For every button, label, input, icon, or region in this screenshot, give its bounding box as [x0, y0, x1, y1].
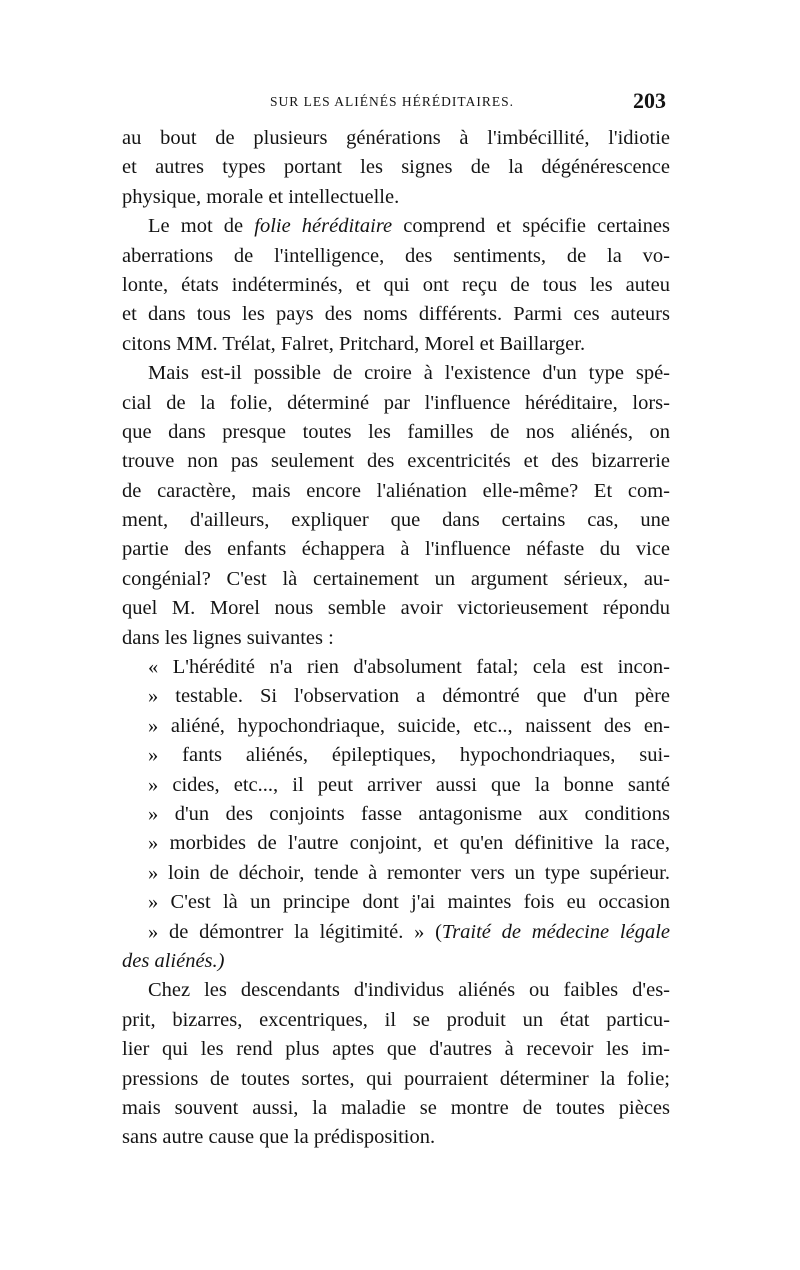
text-line: quel M. Morel nous semble avoir victorieusement répondu — [122, 597, 670, 620]
page-number: 203 — [633, 88, 666, 113]
body-text — [122, 124, 670, 1153]
quote-line: » aliéné, hypochondriaque, suicide, etc.., naissent des en- — [148, 714, 670, 737]
italic-phrase: folie héréditaire — [254, 215, 393, 238]
text-line: Chez les descendants d'individus aliénés ou faibles d'es- — [148, 979, 670, 1002]
text-line: et autres types portant les signes de la dégénérescence — [122, 156, 670, 179]
quote-line: « L'hérédité n'a rien d'absolument fatal; cela est incon- — [148, 656, 670, 679]
text-line: partie des enfants échappera à l'influence néfaste du vice — [122, 538, 670, 561]
text-line: physique, morale et intellectuelle. — [122, 185, 400, 208]
quote-line: » de démontrer la légitimité. » (Traité de médecine légale — [148, 920, 670, 943]
text-line: cial de la folie, déterminé par l'influence héréditaire, lors- — [122, 391, 670, 414]
italic-phrase: Traité de médecine légale — [441, 920, 670, 943]
text-line: ment, d'ailleurs, expliquer que dans certains cas, une — [122, 509, 670, 532]
text-line: prit, bizarres, excentriques, il se produit un état particu- — [122, 1008, 670, 1031]
text-line: congénial? C'est là certainement un argument sérieux, au- — [122, 567, 670, 590]
text-line: que dans presque toutes les familles de nos aliénés, on — [122, 420, 670, 443]
quote-line: » morbides de l'autre conjoint, et qu'en définitive la race, — [148, 832, 670, 855]
text-line: au bout de plusieurs générations à l'imbécillité, l'idiotie — [122, 127, 670, 149]
quote-line: » d'un des conjoints fasse antagonisme aux conditions — [148, 802, 670, 825]
page-header — [122, 88, 666, 118]
quote-line: » C'est là un principe dont j'ai maintes fois eu occasion — [148, 891, 670, 914]
quote-line: » cides, etc..., il peut arriver aussi que la bonne santé — [148, 773, 670, 796]
text-line: pressions de toutes sortes, qui pourraient déterminer la folie; — [122, 1067, 670, 1090]
text-line: aberrations de l'intelligence, des sentiments, de la vo- — [122, 244, 670, 267]
text-line: trouve non pas seulement des excentricités et des bizarrerie — [122, 450, 670, 473]
citation-line: des aliénés.) — [122, 949, 225, 972]
text-line: sans autre cause que la prédisposition. — [122, 1126, 436, 1149]
text-line: Mais est-il possible de croire à l'existence d'un type spé- — [148, 362, 670, 385]
text-line: dans les lignes suivantes : — [122, 626, 334, 649]
text-line: lonte, états indéterminés, et qui ont reçu de tous les auteu — [122, 273, 670, 296]
text-line: Le mot de folie héréditaire comprend et spécifie certaines — [148, 215, 670, 238]
text-line: citons MM. Trélat, Falret, Pritchard, Morel et Baillarger. — [122, 332, 586, 355]
running-head: SUR LES ALIÉNÉS HÉRÉDITAIRES. — [270, 94, 514, 109]
quote-line: » loin de déchoir, tende à remonter vers un type supérieur. — [148, 861, 670, 884]
text-line: et dans tous les pays des noms différents. Parmi ces auteurs — [122, 303, 670, 326]
text-line: mais souvent aussi, la maladie se montre de toutes pièces — [122, 1096, 670, 1119]
quote-line: » testable. Si l'observation a démontré que d'un père — [148, 685, 670, 708]
text-line: de caractère, mais encore l'aliénation elle-même? Et com- — [122, 479, 670, 502]
text-line: lier qui les rend plus aptes que d'autres à recevoir les im- — [122, 1038, 670, 1061]
quote-line: » fants aliénés, épileptiques, hypochondriaques, sui- — [148, 744, 670, 767]
